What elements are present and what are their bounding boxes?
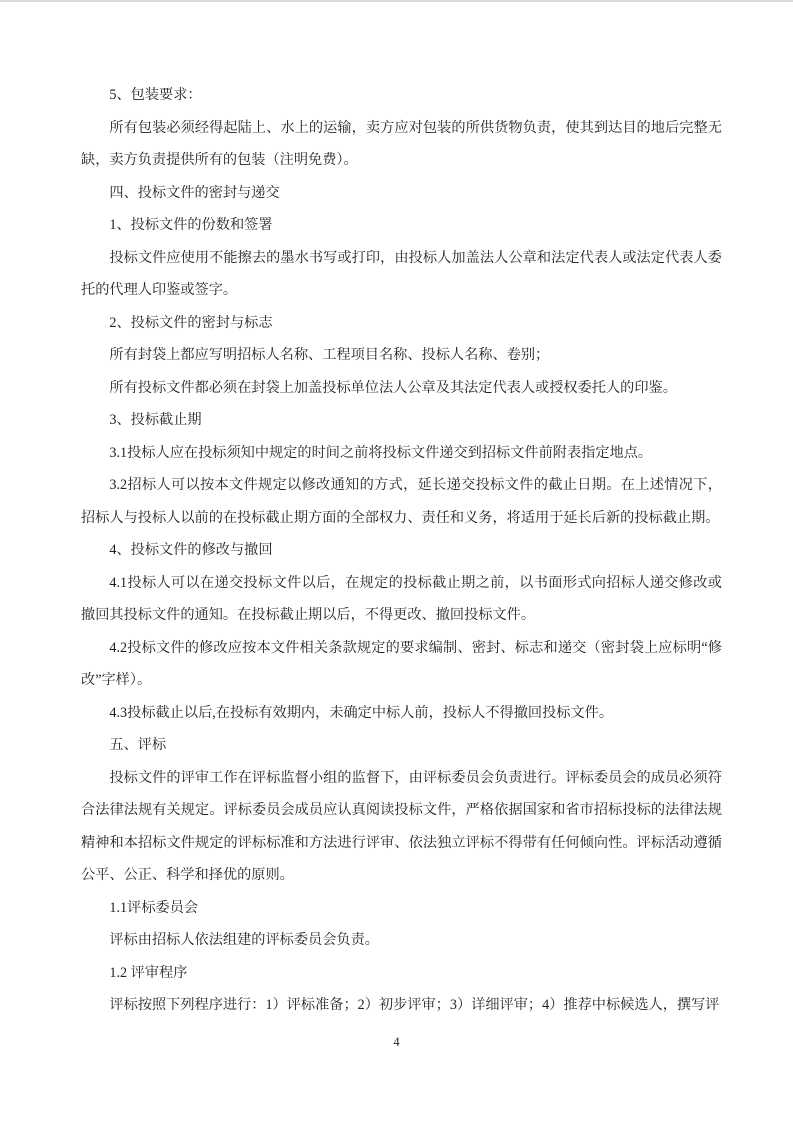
clause-1-body-paragraph: 投标文件应使用不能擦去的墨水书写或打印，由投标人加盖法人公章和法定代表人或法定代表人委托的代理人印鉴或签字。 [81, 249, 722, 298]
clause-4-3-paragraph: 4.3投标截止以后,在投标有效期内，未确定中标人前，投标人不得撤回投标文件。 [109, 704, 614, 721]
item-5-packaging-heading: 5、包装要求： [109, 87, 202, 103]
clause-1-2-body-paragraph: 评标按照下列程序进行：1）评标准备；2）初步评审；3）详细评审；4）推荐中标候选人，撰写评 [109, 997, 720, 1013]
section-4-sealing-delivery-heading: 四、投标文件的密封与递交 [109, 184, 280, 201]
clause-3-deadline-heading: 3、投标截止期 [109, 412, 202, 428]
page-top-edge-divider [0, 0, 793, 2]
clause-4-modify-withdraw-heading: 4、投标文件的修改与撤回 [109, 542, 273, 558]
clause-3-2-paragraph: 3.2招标人可以按本文件规定以修改通知的方式，延长递交投标文件的截止日期。在上述情况下，招标人与投标人以前的在投标截止期方面的全部权力、责任和义务，将适用于延长后新的投标截止期。 [81, 477, 722, 526]
clause-2-sealing-marking-heading: 2、投标文件的密封与标志 [109, 314, 273, 331]
packaging-body-paragraph: 所有包装必须经得起陆上、水上的运输，卖方应对包装的所供货物负责，使其到达目的地后完整无缺，卖方负责提供所有的包装（注明免费）。 [81, 119, 722, 168]
clause-1-1-body-paragraph: 评标由招标人依法组建的评标委员会负责。 [109, 932, 379, 948]
document-body [81, 79, 722, 1022]
clause-1-1-committee-heading: 1.1评标委员会 [109, 899, 199, 916]
clause-1-copies-signing-heading: 1、投标文件的份数和签署 [109, 217, 273, 233]
evaluation-body-paragraph: 投标文件的评审工作在评标监督小组的监督下，由评标委员会负责进行。评标委员会的成员必须符合法律法规有关规定。评标委员会成员应认真阅读投标文件，严格依据国家和省市招标投标的法律法规精神和本招标文件规定的评标标准和方法进行评审、依法独立评标不得带有任何倾向性。评标活动遵循公平、公正、科学和择优的原则。 [81, 769, 722, 883]
clause-4-1-paragraph: 4.1投标人可以在递交投标文件以后，在规定的投标截止期之前，以书面形式向招标人递交修改或撤回其投标文件的通知。在投标截止期以后，不得更改、撤回投标文件。 [81, 574, 722, 623]
clause-2-body-paragraph-1: 所有封袋上都应写明招标人名称、工程项目名称、投标人名称、卷别； [109, 347, 550, 363]
page-footer [0, 1034, 793, 1050]
clause-4-2-paragraph: 4.2投标文件的修改应按本文件相关条款规定的要求编制、密封、标志和递交（密封袋上应标明“修改”字样）。 [81, 639, 722, 688]
clause-2-body-paragraph-2: 所有投标文件都必须在封袋上加盖投标单位法人公章及其法定代表人或授权委托人的印鉴。 [109, 379, 677, 396]
section-5-evaluation-heading: 五、评标 [109, 737, 167, 753]
page-number: 4 [393, 1035, 400, 1049]
clause-1-2-procedure-heading: 1.2 评审程序 [109, 964, 188, 981]
clause-3-1-paragraph: 3.1投标人应在投标须知中规定的时间之前将投标文件递交到招标文件前附表指定地点。 [109, 444, 653, 461]
